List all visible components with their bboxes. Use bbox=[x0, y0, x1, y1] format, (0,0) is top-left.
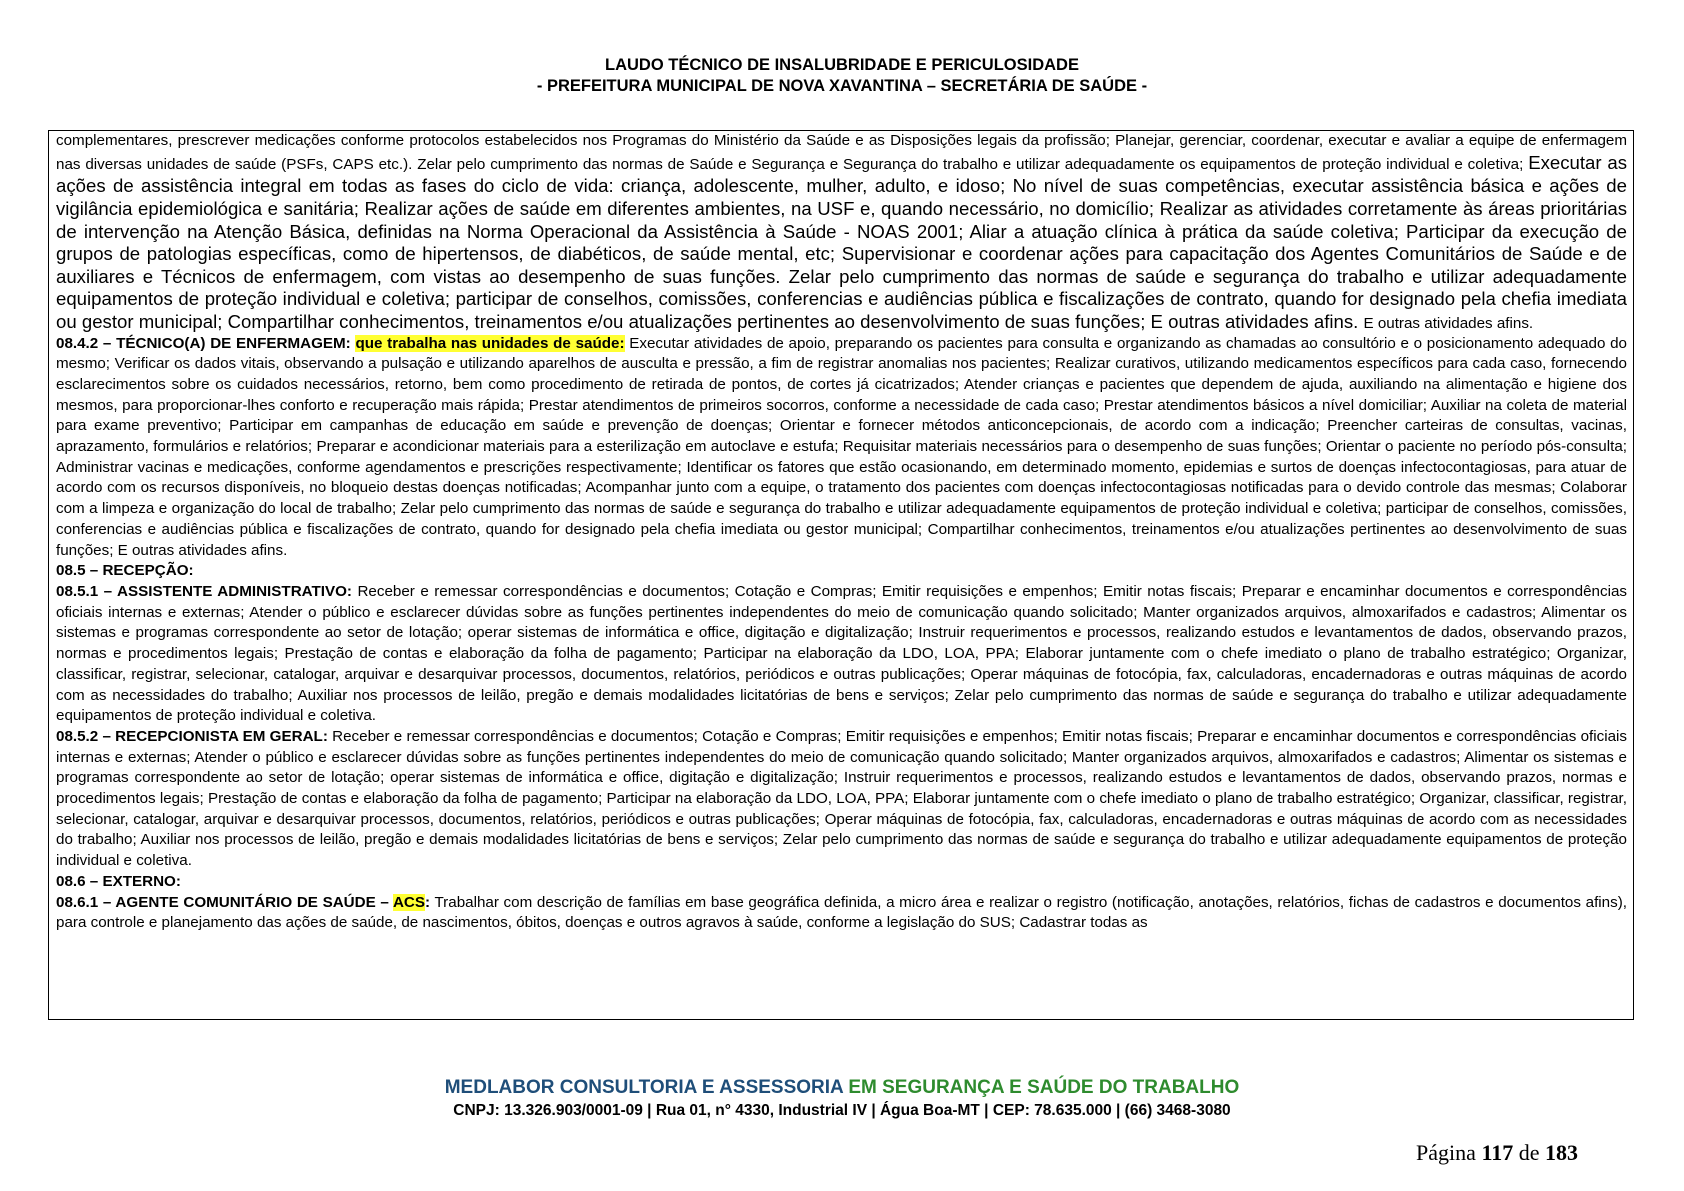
page-current: 117 bbox=[1481, 1140, 1514, 1165]
section-0852-label: 08.5.2 – RECEPCIONISTA EM GERAL: bbox=[56, 727, 328, 745]
header-subtitle: - PREFEITURA MUNICIPAL DE NOVA XAVANTINA – SECRETÁRIA DE SAÚDE - bbox=[536, 77, 1148, 95]
section-0842-label: 08.4.2 – TÉCNICO(A) DE ENFERMAGEM: bbox=[56, 334, 356, 352]
section-0852-text: Receber e remessar correspondências e documentos; Cotação e Compras; Emitir requisições e empenhos; Emitir notas fiscais; Preparar e encaminhar documentos e correspondências oficiais internas e externas; Atender o público e esclarecer dúvidas sobre as funções pertinentes independentes do meio de comunicação quando solicitado; Manter organizados arquivos, almoxarifados e cadastros; Alimentar os sistemas e programas correspondente ao setor de lotação; operar sistemas de informática e office, digitação e digitalização; Instruir requerimentos e processos, realizando estudos e levantamentos de dados, observando prazos, normas e procedimentos legais; Prestação de contas e elaboração da folha de pagamento; Participar na elaboração da LDO, LOA, PPA; Elaborar juntamente com o chefe imediato o plano de trabalho estratégico; Organizar, classificar, registrar, selecionar, catalogar, arquivar e desarquivar processos, documentos, relatórios, periódicos e outras publicações; Operar máquinas de fotocópia, fax, calculadoras, encadernadoras e outras máquinas de acordo com as necessidades do trabalho; Auxiliar nos processos de leilão, pregão e demais modalidades licitatórias de bens e serviços; Zelar pelo cumprimento das normas de saúde e segurança do trabalho e utilizar adequadamente equipamentos de proteção individual e coletiva. bbox=[56, 727, 1627, 870]
document-header bbox=[0, 55, 1684, 97]
section-0851-text: Receber e remessar correspondências e documentos; Cotação e Compras; Emitir requisições e empenhos; Emitir notas fiscais; Preparar e encaminhar documentos e correspondências oficiais internas e externas; Atender o público e esclarecer dúvidas sobre as funções pertinentes independentes do meio de comunicação quando solicitado; Manter organizados arquivos, almoxarifados e cadastros; Alimentar os sistemas e programas correspondente ao setor de lotação; operar sistemas de informática e office, digitação e digitalização; Instruir requerimentos e processos, realizando estudos e levantamentos de dados, observando prazos, normas e procedimentos legais; Prestação de contas e elaboração da folha de pagamento; Participar na elaboração da LDO, LOA, PPA; Elaborar juntamente com o chefe imediato o plano de trabalho estratégico; Organizar, classificar, registrar, selecionar, catalogar, arquivar e desarquivar processos, documentos, relatórios, periódicos e outras publicações; Operar máquinas de fotocópia, fax, calculadoras, encadernadoras e outras máquinas de acordo com as necessidades do trabalho; Auxiliar nos processos de leilão, pregão e demais modalidades licitatórias de bens e serviços; Zelar pelo cumprimento das normas de saúde e segurança do trabalho e utilizar adequadamente equipamentos de proteção individual e coletiva. bbox=[56, 583, 1627, 725]
section-0861-label: 08.6.1 – AGENTE COMUNITÁRIO DE SAÚDE – bbox=[56, 893, 393, 911]
page-total: 183 bbox=[1545, 1140, 1578, 1165]
intro-paragraph bbox=[56, 131, 1627, 334]
section-0842-highlight: que trabalha nas unidades de saúde: bbox=[355, 334, 625, 352]
section-0851-label: 08.5.1 – ASSISTENTE ADMINISTRATIVO: bbox=[56, 583, 352, 600]
section-086-heading: 08.6 – EXTERNO: bbox=[56, 872, 181, 890]
section-0861-highlight: ACS bbox=[392, 893, 426, 911]
page-prefix: Página bbox=[1416, 1140, 1482, 1165]
section-0851 bbox=[56, 582, 1627, 727]
footer-company-tagline: EM SEGURANÇA E SAÚDE DO TRABALHO bbox=[843, 1077, 1240, 1098]
footer-company-name: MEDLABOR CONSULTORIA E ASSESSORIA bbox=[444, 1077, 844, 1098]
footer-address: CNPJ: 13.326.903/0001-09 | Rua 01, n° 4330, Industrial IV | Água Boa-MT | CEP: 78.635.000 | (66) 3468-3080 bbox=[453, 1102, 1231, 1119]
section-0852 bbox=[56, 727, 1627, 872]
page-middle: de bbox=[1513, 1140, 1545, 1165]
section-0842 bbox=[56, 334, 1627, 562]
page-number bbox=[1416, 1140, 1578, 1166]
section-0861-colon: : bbox=[425, 893, 431, 911]
intro-small-text: complementares, prescrever medicações conforme protocolos estabelecidos nos Programas do Ministério da Saúde e as Disposições legais da profissão; Planejar, gerenciar, coordenar, executar e avaliar a equipe de enfermagem nas diversas unidades de saúde (PSFs, CAPS etc.). Zelar pelo cumprimento das normas de Saúde e Segurança e Segurança do trabalho e utilizar adequadamente os equipamentos de proteção individual e coletiva; bbox=[56, 132, 1627, 173]
content-frame bbox=[48, 130, 1634, 1020]
header-title: LAUDO TÉCNICO DE INSALUBRIDADE E PERICULOSIDADE bbox=[605, 56, 1079, 74]
section-0842-text: Executar atividades de apoio, preparando os pacientes para consulta e organizando as chamadas ao consultório e o posicionamento adequado do mesmo; Verificar os dados vitais, observando a pulsação e utilizando aparelhos de ausculta e pressão, a fim de registrar anomalias nos pacientes; Realizar curativos, utilizando medicamentos específicos para cada caso, fornecendo esclarecimentos sobre os cuidados necessários, retorno, bem como procedimento de retirada de pontos, de cortes já cicatrizados; Atender crianças e pacientes que dependem de ajuda, auxiliando na alimentação e higiene dos mesmos, para proporcionar-lhes conforto e recuperação mais rápida; Prestar atendimentos de primeiros socorros, conforme a necessidade de cada caso; Prestar atendimentos básicos a nível domiciliar; Auxiliar na coleta de material para exame preventivo; Participar em campanhas de educação em saúde e prevenção de doenças; Orientar e fornecer métodos anticoncepcionais, de acordo com a indicação; Preencher carteiras de consultas, vacinas, aprazamento, formulários e relatórios; Preparar e acondicionar materiais para a esterilização em autoclave e estufa; Requisitar materiais necessários para o desempenho de suas funções; Orientar o paciente no período pós-consulta; Administrar vacinas e medicações, conforme agendamentos e prescrições respectivamente; Identificar os fatores que estão ocasionando, em determinado momento, epidemias e surtos de doenças infectocontagiosas, para atuar de acordo com os recursos disponíveis, no bloqueio destas doenças notificadas; Acompanhar junto com a equipe, o tratamento dos pacientes com doenças infectocontagiosas notificadas para o devido controle das mesmas; Colaborar com a limpeza e organização do local de trabalho; Zelar pelo cumprimento das normas de saúde e segurança do trabalho e utilizar adequadamente equipamentos de proteção individual e coletiva; participar de conselhos, comissões, conferencias e audiências pública e fiscalizações de contrato, quando for designado pela chefia imediata ou gestor municipal; Compartilhar conhecimentos, treinamentos e/ou atualizações pertinentes ao desenvolvimento de suas funções; E outras atividades afins. bbox=[56, 334, 1628, 559]
section-0861-text: Trabalhar com descrição de famílias em base geográfica definida, a micro área e realizar o registro (notificação, anotações, relatórios, fichas de cadastros e documentos afins), para controle e planejamento das ações de saúde, de nascimentos, óbitos, doenças e outros agravos à saúde, conforme a legislação do SUS; Cadastrar todas as bbox=[56, 893, 1627, 932]
section-085-heading: 08.5 – RECEPÇÃO: bbox=[56, 562, 194, 580]
section-0861 bbox=[56, 893, 1627, 934]
intro-large-text: Executar as ações de assistência integral em todas as fases do ciclo de vida: criança, adolescente, mulher, adulto, e idoso; No nível de suas competências, executar assistência básica e ações de vigilância epidemiológica e sanitária; Realizar ações de saúde em diferentes ambientes, na USF e, quando necessário, no domicílio; Realizar as atividades corretamente às áreas prioritárias de intervenção na Atenção Básica, definidas na Norma Operacional da Assistência à Saúde - NOAS 2001; Aliar a atuação clínica à prática da saúde coletiva; Participar da execução de grupos de patologias específicas, como de hipertensos, de diabéticos, de saúde mental, etc; Supervisionar e coordenar ações para capacitação dos Agentes Comunitários de Saúde e de auxiliares e Técnicos de enfermagem, com vistas ao desempenho de suas funções. Zelar pelo cumprimento das normas de saúde e segurança do trabalho e utilizar adequadamente equipamentos de proteção individual e coletiva; participar de conselhos, comissões, conferencias e audiências pública e fiscalizações de contrato, quando for designado pela chefia imediata ou gestor municipal; Compartilhar conhecimentos, treinamentos e/ou atualizações pertinentes ao desenvolvimento de suas funções; E outras atividades afins. bbox=[56, 151, 1628, 332]
intro-tail-text: E outras atividades afins. bbox=[1363, 314, 1534, 332]
document-footer bbox=[0, 1075, 1684, 1122]
footer-company bbox=[0, 1075, 1684, 1100]
